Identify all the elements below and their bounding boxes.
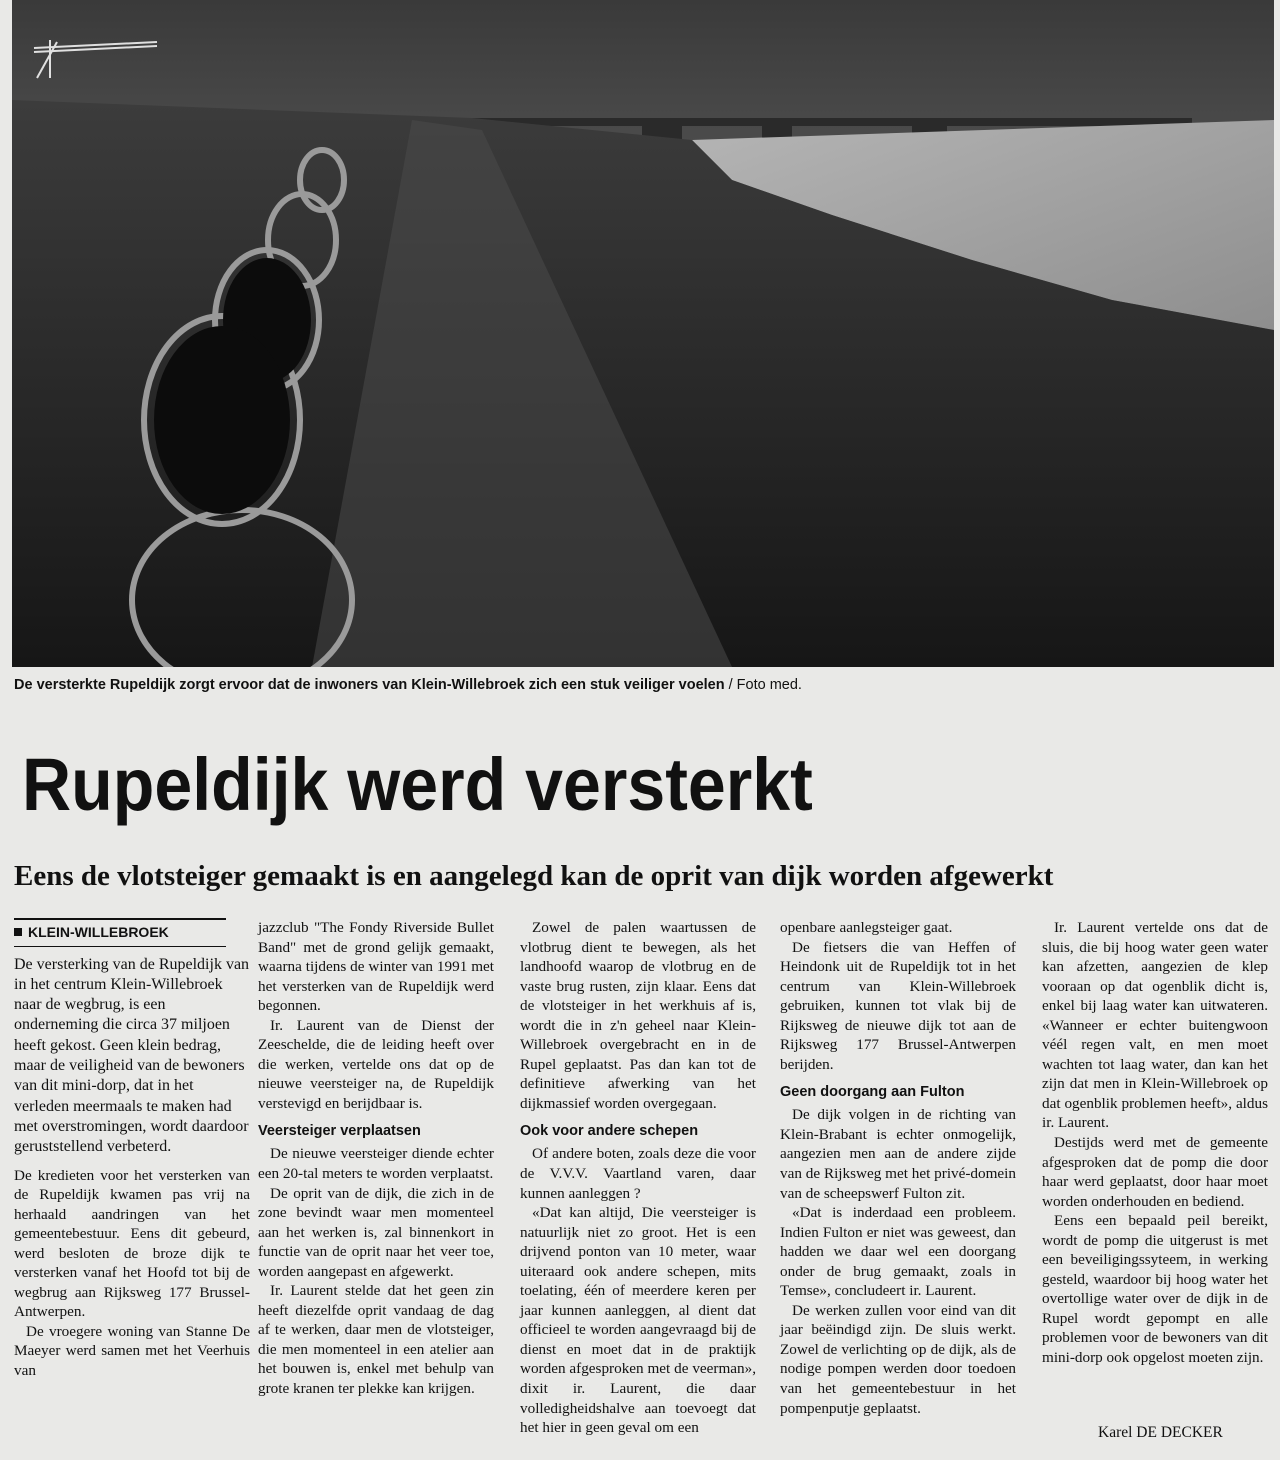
paragraph: De werken zullen voor eind van dit jaar beëindigd zijn. De sluis werkt. Zowel de verlichting op de dijk, als de nodige pompen werden door toedoen van het gemeentebestuur in het pompenputje geplaatst. bbox=[780, 1301, 1016, 1417]
paragraph: Zowel de palen waartussen de vlotbrug dient te bewegen, als het landhoofd waarop de vlotbrug en de vaste brug rusten, zijn klaar. Eens dat de vlotsteiger in het werkhuis af is, wordt die in z'n geheel naar Klein-Willebroek overgebracht en in de Rupel geplaatst. Pas dan kan tot de definitieve afwerking van het dijkmassief worden overgegaan. bbox=[520, 919, 756, 1112]
section-heading: Veersteiger verplaatsen bbox=[258, 1123, 421, 1140]
article-column-3 bbox=[520, 918, 756, 1438]
paragraph: «Dat kan altijd, Die veersteiger is natuurlijk niet zo groot. Het is een drijvend ponton van 10 meter, waar uiteraard ook andere schepen, mits toelating, één of meerdere keren per jaar kunnen aanleggen, al dient dat officieel te worden aangevraagd bij de dienst en moet dat in de praktijk worden afgesproken met de veerman», dixit ir. Laurent, die daar volledigheidshalve aan toevoegt dat het hier in geen geval om een bbox=[520, 1204, 756, 1437]
paragraph: Of andere boten, zoals deze die voor de V.V.V. Vaartland varen, daar kunnen aanleggen ? bbox=[520, 1145, 756, 1202]
paragraph: Ir. Laurent vertelde ons dat de sluis, die bij hoog water geen water kan afzetten, aangezien de klep vooraan op dat ogenblik dicht is, enkel bij laag water kan uitwateren. «Wanneer er echter buitengwoon véél regen valt, en men moet wachten tot laag water, dan kan het zijn dat men in Klein-Willebroek op dat ogenblik problemen heeft», aldus ir. Laurent. bbox=[1042, 919, 1268, 1132]
paragraph: De dijk volgen in de richting van Klein-Brabant is echter onmogelijk, aangezien men aan de andere zijde van de Rijksweg met het privé-domein van de scheepswerf Fulton zit. bbox=[780, 1106, 1016, 1202]
dateline-text: KLEIN-WILLEBROEK bbox=[28, 924, 169, 940]
paragraph: De kredieten voor het versterken van de Rupeldijk kwamen pas vrij na herhaald aandringen van het gemeentebestuur. Eens dit gebeurd, werd besloten de broze dijk te versterken vanaf het Hoofd tot bij de wegbrug aan Rijksweg 177 Brussel-Antwerpen. bbox=[14, 1166, 250, 1321]
dike-photo-illustration bbox=[12, 0, 1274, 667]
photo-caption bbox=[14, 677, 1276, 693]
article-column-1 bbox=[14, 918, 250, 1381]
paragraph: Ir. Laurent stelde dat het geen zin heeft diezelfde oprit vandaag de dag af te werken, daar men de vlotsteiger, die men momenteel in een atelier aan het bouwen is, enkel met behulp van grote kranen ter plekke kan krijgen. bbox=[258, 1282, 494, 1398]
article-byline: Karel DE DECKER bbox=[1098, 1424, 1223, 1441]
paragraph: Destijds werd met de gemeente afgesproken dat de pomp die door haar werd geplaatst, door haar moet worden onderhouden en bediend. bbox=[1042, 1134, 1268, 1210]
article-subheadline: Eens de vlotsteiger gemaakt is en aangelegd kan de oprit van dijk worden afgewerkt bbox=[14, 860, 1054, 892]
article-column-2 bbox=[258, 918, 494, 1399]
dateline bbox=[14, 918, 226, 947]
paragraph: Ir. Laurent van de Dienst der Zeeschelde, die de leiding heeft over die werken, vertelde ons dat op de nieuwe veersteiger na, de Rupeldijk verstevigd en berijdbaar is. bbox=[258, 1016, 494, 1112]
bullet-square-icon bbox=[14, 928, 22, 936]
section-heading: Geen doorgang aan Fulton bbox=[780, 1084, 965, 1101]
paragraph: De fietsers die van Heffen of Heindonk uit de Rupeldijk tot in het centrum van Klein-Willebroek gebruiken, kunnen tot vlak bij de Rijksweg de nieuwe dijk tot aan de Rijksweg 177 Brussel-Antwerpen berijden. bbox=[780, 938, 1016, 1073]
article-column-4 bbox=[780, 918, 1016, 1418]
paragraph: De oprit van de dijk, die zich in de zone bevindt waar men momenteel aan het werken is, zal binnenkort in functie van de oprit naar het veer toe, worden aangepast en afgewerkt. bbox=[258, 1184, 494, 1280]
paragraph: «Dat is inderdaad een probleem. Indien Fulton er niet was geweest, dan hadden we daar wel een doorgang onder de brug gemaakt, zoals in Temse», concludeert ir. Laurent. bbox=[780, 1204, 1016, 1300]
article-photo bbox=[12, 0, 1274, 667]
article-column-5 bbox=[1042, 918, 1268, 1368]
section-heading: Ook voor andere schepen bbox=[520, 1123, 699, 1140]
paragraph: jazzclub "The Fondy Riverside Bullet Band" met de grond gelijk gemaakt, waarna tijdens de winter van 1991 met het versterken van de Rupeldijk werd begonnen. bbox=[258, 919, 494, 1015]
photo-credit: / Foto med. bbox=[728, 677, 802, 693]
paragraph: De nieuwe veersteiger diende echter een 20-tal meters te worden verplaatst. bbox=[258, 1145, 494, 1183]
article-headline: Rupeldijk werd versterkt bbox=[22, 743, 813, 826]
paragraph: openbare aanlegsteiger gaat. bbox=[780, 919, 953, 936]
photo-caption-text: De versterkte Rupeldijk zorgt ervoor dat de inwoners van Klein-Willebroek zich een stuk veiliger voelen bbox=[14, 677, 725, 693]
paragraph: Eens een bepaald peil bereikt, wordt de pomp die uitgerust is met een beveiligingssyteem, in werking gesteld, waardoor bij hoog water het overtollige water over de dijk in de Rupel wordt gepompt en alle problemen voor de bewoners van dit mini-dorp ook opgelost moeten zijn. bbox=[1042, 1212, 1268, 1367]
bridge-deck bbox=[472, 118, 1192, 126]
lead-paragraph: De versterking van de Rupeldijk van in het centrum Klein-Willebroek naar de wegbrug, is een onderneming die circa 37 miljoen heeft gekost. Geen klein bedrag, maar de veiligheid van de bewoners van dit mini-dorp, dat in het verleden meermaals te maken had met overstromingen, wordt daardoor geruststellend verbeterd. bbox=[14, 955, 250, 1156]
paragraph: De vroegere woning van Stanne De Maeyer werd samen met het Veerhuis van bbox=[14, 1322, 250, 1379]
